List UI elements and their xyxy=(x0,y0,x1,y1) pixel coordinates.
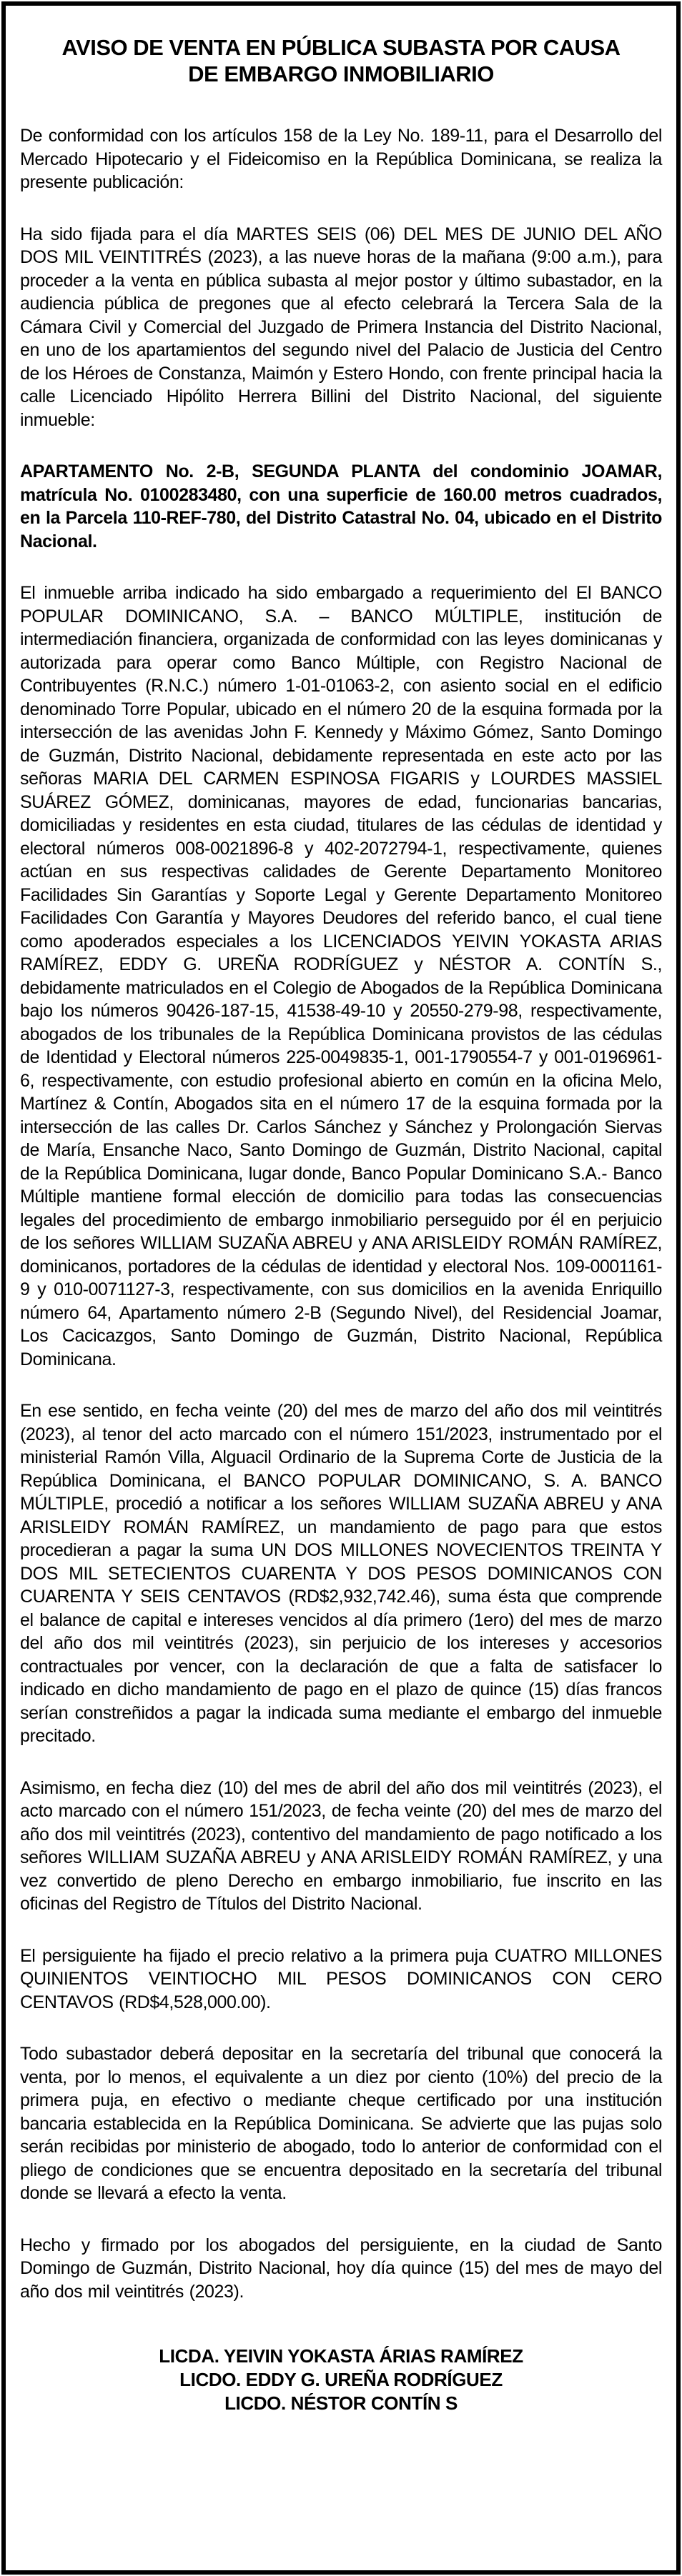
paragraph-deposit-conditions: Todo subastador deberá depositar en la secretaría del tribunal que conocerá la venta, por lo menos, el equivalente a un diez por ciento (10%) del precio de la primera puja, en efectivo o mediante cheque certificado por una institución bancaria establecida en la República Dominicana. Se advierte que las pujas solo serán recibidas por ministerio de abogado, todo lo anterior de conformidad con el pliego de condiciones que se encuentra depositado en la secretaría del tribunal donde se llevará a efecto la venta. xyxy=(20,2044,662,2203)
document-border-frame xyxy=(1,1,681,2575)
signature-block xyxy=(20,2345,662,2415)
paragraph-creditor-and-attorneys: El inmueble arriba indicado ha sido embargado a requerimiento del El BANCO POPULAR DOMINICANO, S.A. – BANCO MÚLTIPLE, institución de intermediación financiera, organizada de conformidad con las leyes dominicanas y autorizada para operar como Banco Múltiple, con Registro Nacional de Contribuyentes (R.N.C.) número 1-01-01063-2, con asiento social en el edificio denominado Torre Popular, ubicado en el número 20 de la esquina formada por la intersección de las avenidas John F. Kennedy y Máximo Gómez, Santo Domingo de Guzmán, Distrito Nacional, debidamente representada en este acto por las señoras MARIA DEL CARMEN ESPINOSA FIGARIS y LOURDES MASSIEL SUÁREZ GÓMEZ, dominicanas, mayores de edad, funcionarias bancarias, domiciliadas y residentes en esta ciudad, titulares de las cédulas de identidad y electoral números 008-0021896-8 y 402-2072794-1, respectivamente, quienes actúan en sus respectivas calidades de Gerente Departamento Monitoreo Facilidades Sin Garantías y Soporte Legal y Gerente Departamento Monitoreo Facilidades Con Garantía y Mayores Deudores del referido banco, el cual tiene como apoderados especiales a los LICENCIADOS YEIVIN YOKASTA ARIAS RAMÍREZ, EDDY G. UREÑA RODRÍGUEZ y NÉSTOR A. CONTÍN S., debidamente matriculados en el Colegio de Abogados de la República Dominicana bajo los números 90426-187-15, 41538-49-10 y 20550-279-98, respectivamente, abogados de los tribunales de la República Dominicana provistos de las cédulas de Identidad y Electoral números 225-0049835-1, 001-1790554-7 y 001-0196961-6, respectivamente, con estudio profesional abierto en común en la oficina Melo, Martínez & Contín, Abogados sita en el número 17 de la esquina formada por la intersección de las calles Dr. Carlos Sánchez y Sánchez y Prolongación Siervas de María, Ensanche Naco, Santo Domingo de Guzmán, Distrito Nacional, capital de la República Dominicana, lugar donde, Banco Popular Dominicano S.A.- Banco Múltiple mantiene formal elección de domicilio para todas las consecuencias legales del procedimiento de embargo inmobiliario perseguido por él en perjuicio de los señores WILLIAM SUZAÑA ABREU y ANA ARISLEIDY ROMÁN RAMÍREZ, dominicanos, portadores de la cédulas de identidad y electoral Nos. 109-0001161-9 y 010-0071127-3, respectivamente, con sus domicilios en la avenida Enriquillo número 64, Apartamento número 2-B (Segundo Nivel), del Residencial Joamar, Los Cacicazgos, Santo Domingo de Guzmán, Distrito Nacional, República Dominicana. xyxy=(20,583,662,1369)
paragraph-legal-basis: De conformidad con los artículos 158 de la Ley No. 189-11, para el Desarrollo del Mercado Hipotecario y el Fideicomiso en la República Dominicana, se realiza la presente publicación: xyxy=(20,126,662,192)
paragraph-signing-statement: Hecho y firmado por los abogados del persiguiente, en la ciudad de Santo Domingo de Guzmán, Distrito Nacional, hoy día quince (15) del mes de mayo del año dos mil veintitrés (2023). xyxy=(20,2235,662,2302)
notice-title-line1: AVISO DE VENTA EN PÚBLICA SUBASTA POR CAUSA xyxy=(61,35,621,60)
paragraph-auction-date-venue: Ha sido fijada para el día MARTES SEIS (06) DEL MES DE JUNIO DEL AÑO DOS MIL VEINTITRÉS (2023), a las nueve horas de la mañana (9:00 a.m.), para proceder a la venta en pública subasta al mejor postor y último subastador, en la audiencia pública de pregones que al efecto celebrará la Tercera Sala de la Cámara Civil y Comercial del Juzgado de Primera Instancia del Distrito Nacional, en uno de los apartamientos del segundo nivel del Palacio de Justicia del Centro de los Héroes de Constanza, Maimón y Estero Hondo, con frente principal hacia la calle Licenciado Hipólito Herrera Billini del Distrito Nacional, del siguiente inmueble: xyxy=(20,224,662,430)
paragraph-payment-demand: En ese sentido, en fecha veinte (20) del mes de marzo del año dos mil veintitrés (2023), al tenor del acto marcado con el número 151/2023, instrumentado por el ministerial Ramón Villa, Alguacil Ordinario de la Suprema Corte de Justicia de la República Dominicana, el BANCO POPULAR DOMINICANO, S. A. BANCO MÚLTIPLE, procedió a notificar a los señores WILLIAM SUZAÑA ABREU y ANA ARISLEIDY ROMÁN RAMÍREZ, un mandamiento de pago para que estos procedieran a pagar la suma UN DOS MILLONES NOVECIENTOS TREINTA Y DOS MIL SETECIENTOS CUARENTA Y DOS PESOS DOMINICANOS CON CUARENTA Y SEIS CENTAVOS (RD$2,932,742.46), suma ésta que comprende el balance de capital e intereses vencidos al día primero (1ero) del mes de marzo del año dos mil veintitrés (2023), sin perjuicio de los intereses y accesorios contractuales por vencer, con la declaración de que a falta de satisfacer lo indicado en dicho mandamiento de pago en el plazo de quince (15) días francos serían constreñidos a pagar la indicada suma mediante el embargo del inmueble precitado. xyxy=(20,1401,662,1746)
signature-line-2: LICDO. EDDY G. UREÑA RODRÍGUEZ xyxy=(179,2369,503,2390)
notice-title xyxy=(20,34,662,87)
signature-line-1: LICDA. YEIVIN YOKASTA ÁRIAS RAMÍREZ xyxy=(159,2345,523,2367)
paragraph-embargo-registration: Asimismo, en fecha diez (10) del mes de abril del año dos mil veintitrés (2023), el acto marcado con el número 151/2023, de fecha veinte (20) del mes de marzo del año dos mil veintitrés (2023), contentivo del mandamiento de pago notificado a los señores WILLIAM SUZAÑA ABREU y ANA ARISLEIDY ROMÁN RAMÍREZ, y una vez convertido de pleno Derecho en embargo inmobiliario, fue inscrito en las oficinas del Registro de Títulos del Distrito Nacional. xyxy=(20,1777,662,1914)
paragraph-first-bid-price: El persiguiente ha fijado el precio relativo a la primera puja CUATRO MILLONES QUINIENTOS VEINTIOCHO MIL PESOS DOMINICANOS CON CERO CENTAVOS (RD$4,528,000.00). xyxy=(20,1945,662,2012)
notice-title-line2: DE EMBARGO INMOBILIARIO xyxy=(188,61,494,86)
signature-line-3: LICDO. NÉSTOR CONTÍN S xyxy=(224,2392,458,2414)
paragraph-property-description: APARTAMENTO No. 2-B, SEGUNDA PLANTA del condominio JOAMAR, matrícula No. 0100283480, con una superficie de 160.00 metros cuadrados, en la Parcela 110-REF-780, del Distrito Catastral No. 04, ubicado en el Distrito Nacional. xyxy=(20,461,662,551)
